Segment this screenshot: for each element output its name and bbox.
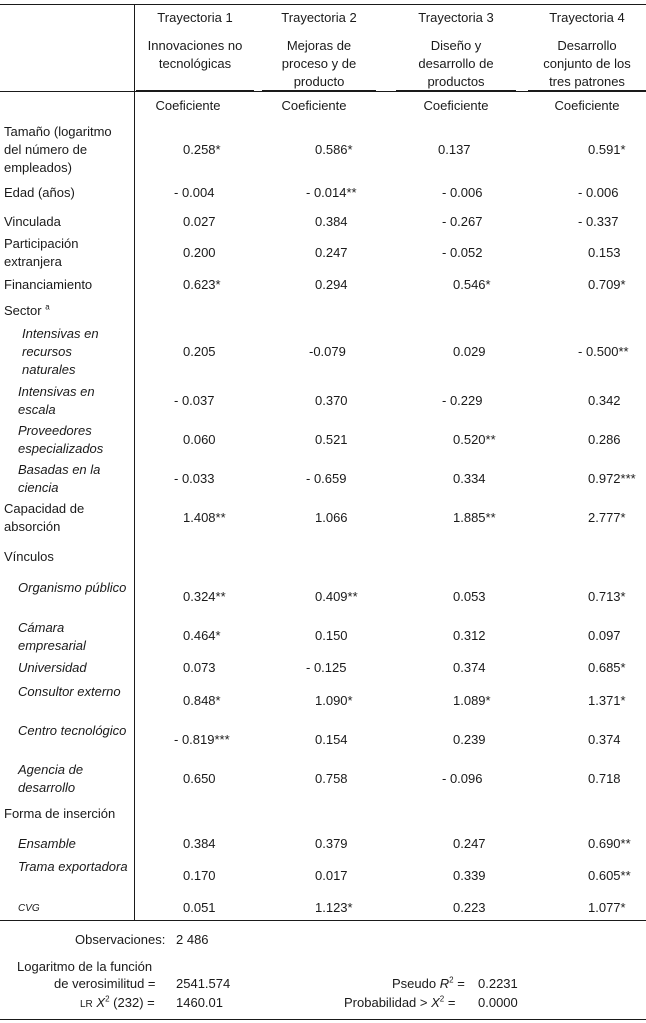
value-cell: 0.312 [453,628,486,643]
row-label-linked: Vinculada [4,214,61,229]
value-cell: 0.339 [453,868,486,883]
row-label-tech-center: Centro tecnológico [18,723,127,738]
value-cell: - 0.096 [442,771,483,786]
value-cell: 0.154 [315,732,348,747]
value-cell: 0.374 [588,732,621,747]
value-cell: - 0.819*** [174,732,230,747]
coefficient-label-3: Coeficiente [423,98,489,113]
value-cell: - 0.014** [306,185,357,200]
value-cell: 0.605** [588,868,631,883]
value-cell: 1.066 [315,510,348,525]
sector-footnote-marker: a [45,302,50,312]
col-underline-1 [136,90,254,91]
column-title: Trayectoria 3 [418,10,494,25]
value-cell: 1.408** [183,510,226,525]
column-header-1 [136,9,254,73]
loglik-label-line1: Logaritmo de la función [17,959,153,974]
value-cell: 0.294 [315,277,348,292]
value-cell: 0.591* [588,142,626,157]
pseudo-eq: = [457,976,465,991]
top-rule [0,4,646,5]
value-cell: 0.374 [453,660,486,675]
table-bottom-rule [0,920,646,921]
prob-sup: 2 [439,994,445,1004]
row-label-science: Basadas en la ciencia [18,462,101,495]
prob-x: X [431,995,440,1010]
value-cell: 1.885** [453,510,496,525]
row-label-absorption: Capacidad de absorción [4,501,85,534]
value-cell: 0.690** [588,836,631,851]
header-rule [0,91,646,92]
prob-eq: = [447,995,456,1010]
value-cell: 0.370 [315,393,348,408]
coefficient-label-2: Coeficiente [281,98,347,113]
value-cell: 0.650 [183,771,216,786]
lr-prefix: LR [80,999,93,1010]
value-cell: 0.709* [588,277,626,292]
value-cell: - 0.033 [174,471,215,486]
value-cell: 1.371* [588,693,626,708]
pseudo-sup: 2 [449,975,454,985]
coefficient-label-1: Coeficiente [155,98,221,113]
value-cell: 0.758 [315,771,348,786]
value-cell: - 0.037 [174,393,215,408]
value-cell: 0.972*** [588,471,636,486]
value-cell: 0.029 [453,344,486,359]
row-label-natural-resources: Intensivas en recursos naturales [22,326,99,377]
label-column-divider [134,4,135,920]
value-cell: 0.153 [588,245,621,260]
probability-value: 0.0000 [478,995,518,1010]
row-label-foreign: Participación extranjera [4,236,79,269]
value-cell: 1.089* [453,693,491,708]
row-label-chamber: Cámara empresarial [18,620,86,653]
value-cell: 0.027 [183,214,216,229]
value-cell: 0.247 [315,245,348,260]
value-cell: 0.053 [453,589,486,604]
row-label-sector [4,302,132,320]
lr-x: X [96,995,106,1010]
value-cell: 0.097 [588,628,621,643]
value-cell: 0.685* [588,660,626,675]
value-cell: 0.051 [183,900,216,915]
observations-value: 2 486 [176,932,209,947]
value-cell: 0.073 [183,660,216,675]
value-cell: 0.286 [588,432,621,447]
value-cell: 2.777* [588,510,626,525]
column-title: Trayectoria 4 [549,10,625,25]
value-cell: - 0.500** [578,344,629,359]
value-cell: 0.205 [183,344,216,359]
column-subtitle: Innovaciones no tecnológicas [147,38,243,71]
column-subtitle: Desarrollo conjunto de los tres patrones [543,38,631,89]
value-cell: 0.464* [183,628,221,643]
row-label-specialized: Proveedores especializados [18,423,104,456]
column-header-3 [396,9,516,91]
footer-bottom-rule [0,1019,646,1020]
column-title: Trayectoria 1 [157,10,233,25]
value-cell: 0.586* [315,142,353,157]
row-label-insertion: Forma de inserción [4,806,116,821]
value-cell: 0.150 [315,628,348,643]
probability-label [344,994,455,1012]
value-cell: 0.718 [588,771,621,786]
value-cell: 0.334 [453,471,486,486]
value-cell: - 0.125 [306,660,347,675]
row-label-assembly: Ensamble [18,836,76,851]
value-cell: 0.520** [453,432,496,447]
lr-suffix: (232) = [113,995,155,1010]
row-label-scale: Intensivas en escala [18,384,95,417]
value-cell: -0.079 [309,344,346,359]
value-cell: - 0.006 [442,185,483,200]
pseudo-r: R [439,976,450,991]
value-cell: 0.623* [183,277,221,292]
value-cell: 1.090* [315,693,353,708]
value-cell: 0.384 [183,836,216,851]
row-label-university: Universidad [18,660,87,675]
value-cell: 0.324** [183,589,226,604]
coefficient-label-4: Coeficiente [554,98,620,113]
lr-value: 1460.01 [176,995,223,1010]
row-label-export: Trama exportadora [18,859,128,874]
prob-text: Probabilidad > [344,995,428,1010]
column-subtitle: Diseño y desarrollo de productos [418,38,494,89]
column-subtitle: Mejoras de proceso y de producto [281,38,357,89]
value-cell: - 0.006 [578,185,619,200]
row-label-size: Tamaño (logaritmo del número de empleados) [4,124,112,175]
pseudo-r2-value: 0.2231 [478,976,518,991]
value-cell: 0.546* [453,277,491,292]
value-cell: - 0.659 [306,471,347,486]
loglik-value: 2541.574 [176,976,231,991]
value-cell: 0.239 [453,732,486,747]
value-cell: - 0.229 [442,393,483,408]
row-label-public-body: Organismo público [18,580,127,595]
lr-sup: 2 [105,994,110,1004]
column-title: Trayectoria 2 [281,10,357,25]
value-cell: 0.342 [588,393,621,408]
row-label-financing: Financiamiento [4,277,93,292]
value-cell: - 0.337 [578,214,619,229]
value-cell: 0.200 [183,245,216,260]
value-cell: 0.848* [183,693,221,708]
pseudo-r2-label [392,975,465,993]
value-cell: 0.170 [183,868,216,883]
row-label-cvg: CVG [18,903,40,914]
row-label-dev-agency: Agencia de desarrollo [18,762,84,795]
value-cell: - 0.004 [174,185,215,200]
column-header-2 [262,9,376,91]
row-label-age: Edad (años) [4,185,75,200]
loglik-label-line2: de verosimilitud = [54,976,156,991]
observations-label: Observaciones: [75,932,166,947]
value-cell: 0.060 [183,432,216,447]
value-cell: 0.409** [315,589,358,604]
value-cell: - 0.267 [442,214,483,229]
value-cell: 0.137 [438,142,471,157]
value-cell: - 0.052 [442,245,483,260]
value-cell: 0.521 [315,432,348,447]
value-cell: 0.017 [315,868,348,883]
value-cell: 1.123* [315,900,353,915]
value-cell: 0.258* [183,142,221,157]
value-cell: 0.379 [315,836,348,851]
sector-label-text: Sector [4,303,42,318]
value-cell: 1.077* [588,900,626,915]
pseudo-text: Pseudo [392,976,437,991]
row-label-links: Vínculos [4,549,54,564]
column-header-4 [528,9,646,91]
row-label-consultant: Consultor externo [18,684,121,699]
value-cell: 0.223 [453,900,486,915]
value-cell: 0.713* [588,589,626,604]
lr-label [80,994,155,1014]
value-cell: 0.384 [315,214,348,229]
value-cell: 0.247 [453,836,486,851]
